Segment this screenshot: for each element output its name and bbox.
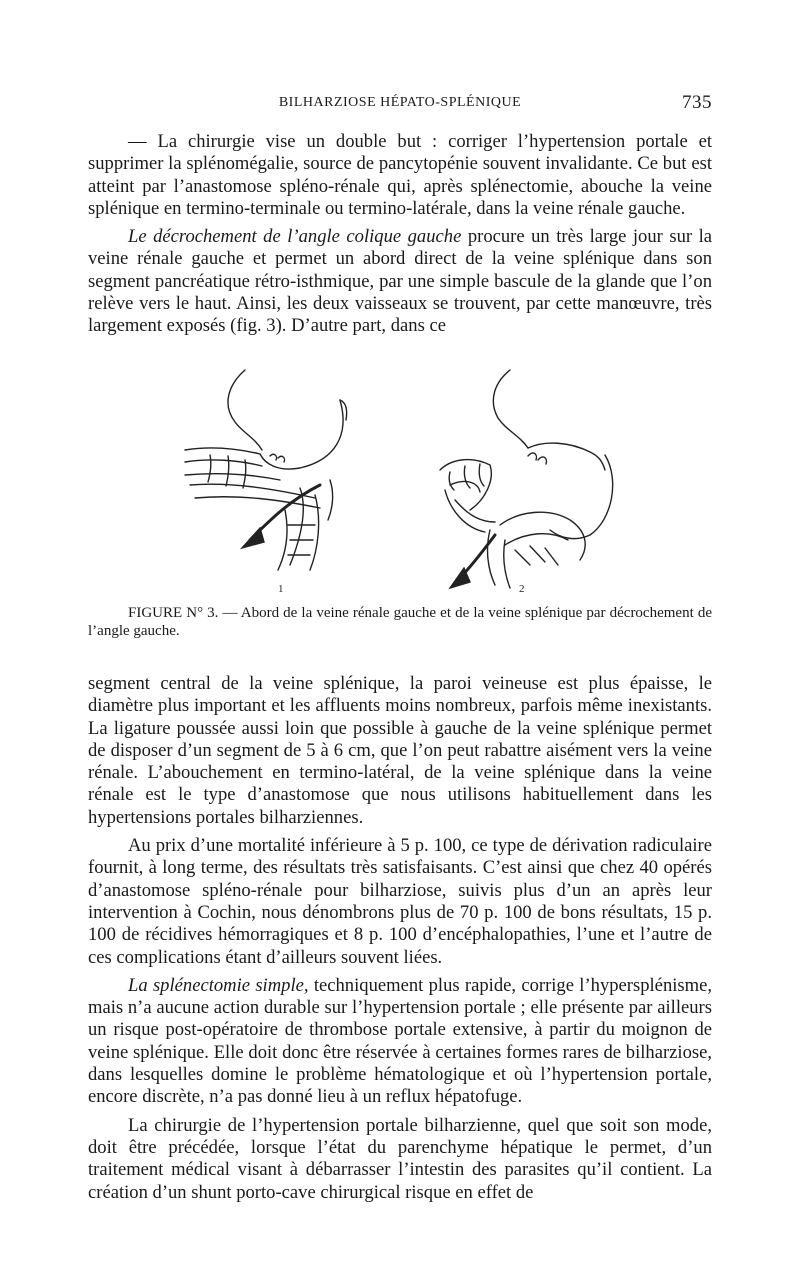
figure-3 bbox=[150, 360, 650, 600]
running-title: BILHARZIOSE HÉPATO-SPLÉNIQUE bbox=[278, 95, 522, 110]
figure-panel-label: 1 bbox=[278, 583, 284, 595]
paragraph bbox=[88, 835, 712, 969]
italic-lead: Le décrochement de l’angle colique gauche bbox=[128, 226, 462, 248]
figure-caption bbox=[88, 604, 712, 640]
paragraph-text: — La chirurgie vise un double but : corriger l’hypertension portale et supprimer la splénomégalie, source de pancytopénie souvent invalidante. Ce but est atteint par l’anastomose spléno-rénale qui, après splénectomie, abouche la veine splénique en termino-terminale ou termino-latérale, dans la veine rénale gauche. bbox=[88, 131, 712, 219]
caption-text: FIGURE N° 3. — Abord de la veine rénale gauche et de la veine splénique par décrochement de l’angle gauche. bbox=[88, 605, 712, 639]
italic-lead: La splénectomie simple, bbox=[128, 974, 309, 996]
paragraph-text: segment central de la veine splénique, la paroi veineuse est plus épaisse, le diamètre plus important et les affluents moins nombreux, parfois même inexistants. La ligature poussée aussi loin que possible à gauche de la veine splénique permet de disposer d’un segment de 5 à 6 cm, que l’on peut rabattre aisément vers la veine rénale. L’abouchement en termino-latéral, de la veine splénique dans la veine rénale est le type d’anastomose que nous utilisons habituellement dans les hypertensions portales bilharziennes. bbox=[88, 673, 712, 828]
paragraph bbox=[88, 673, 712, 829]
paragraph-text: Au prix d’une mortalité inférieure à 5 p. 100, ce type de dérivation radiculaire fournit, à long terme, des résultats très satisfaisants. C’est ainsi que chez 40 opérés d’anastomose spléno-rénale pour bilharziose, suivis plus d’un an après leur intervention à Cochin, nous dénombrons plus de 70 p. 100 de bons résultats, 15 p. 100 de récidives hémorragiques et 8 p. 100 d’encéphalopathies, l’une et l’autre de ces complications étant d’ailleurs souvent liées. bbox=[88, 835, 712, 968]
paragraph-text: techniquement plus rapide, corrige l’hypersplénisme, mais n’a aucune action durable sur l’hypertension portale ; elle présente par ailleurs un risque post-opératoire de thrombose portale extensive, à partir du moignon de veine splénique. Elle doit donc être réservée à certaines formes rares de bilharziose, dans lesquelles domine le problème hématologique et où l’hypertension portale, encore discrète, n’a pas donné lieu à un reflux hépatofuge. bbox=[88, 974, 713, 1108]
page-number: 735 bbox=[682, 92, 712, 113]
paragraph bbox=[88, 131, 712, 220]
anatomical-illustration bbox=[150, 360, 650, 600]
figure-panel-1 bbox=[185, 370, 347, 570]
figure-panel-2 bbox=[440, 370, 613, 588]
paragraph bbox=[88, 1115, 712, 1204]
paragraph bbox=[88, 226, 712, 337]
figure-panel-label: 2 bbox=[519, 583, 525, 595]
text-block-top bbox=[88, 131, 712, 338]
paragraph bbox=[88, 975, 712, 1109]
paragraph-text: procure un très large jour sur la veine rénale gauche et permet un abord direct de la veine splénique dans son segment pancréatique rétro-isthmique, par une simple bascule de la glande que l’on relève vers le haut. Ainsi, les deux vaisseaux se trouvent, par cette manœuvre, très largement exposés (fig. 3). D’autre part, dans ce bbox=[88, 226, 712, 337]
text-block-bottom bbox=[88, 673, 712, 1204]
paragraph-text: La chirurgie de l’hypertension portale bilharzienne, quel que soit son mode, doit être précédée, lorsque l’état du parenchyme hépatique le permet, d’un traitement médical visant à débarrasser l’intestin des parasites qu’il contient. La création d’un shunt porto-cave chirurgical risque en effet de bbox=[88, 1114, 712, 1203]
